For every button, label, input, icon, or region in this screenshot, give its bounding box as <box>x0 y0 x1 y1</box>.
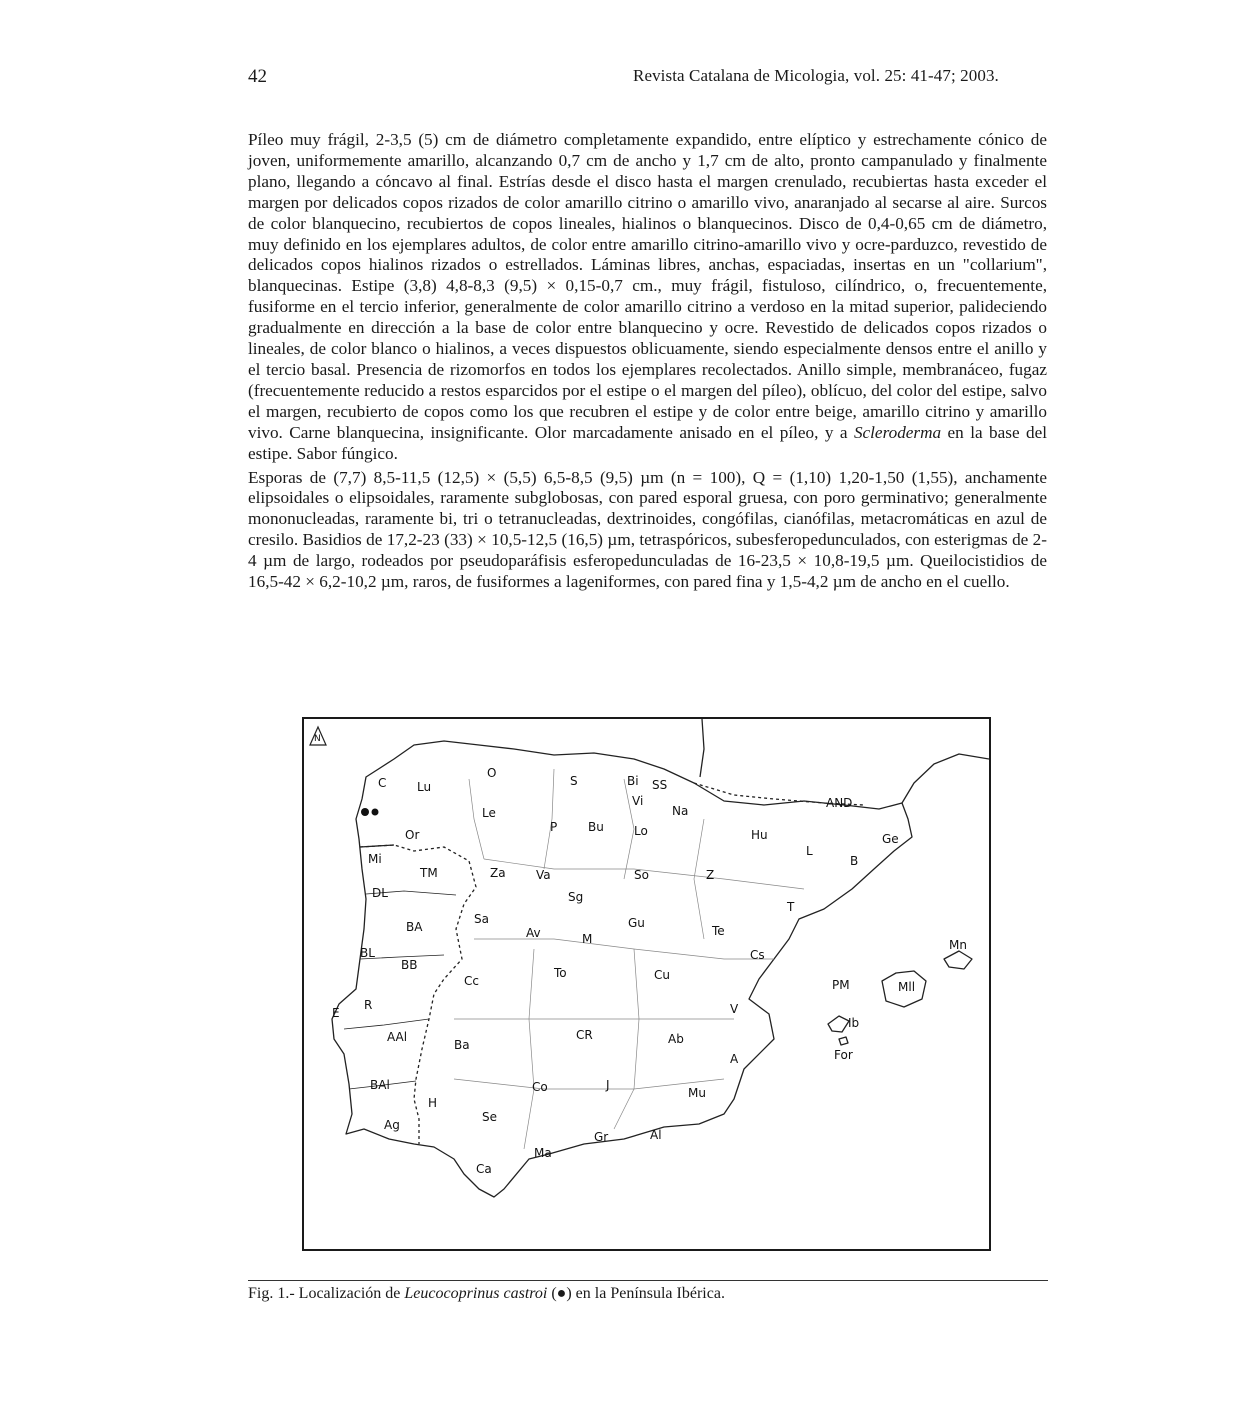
map-label-m: M <box>582 932 593 946</box>
map-label-j: J <box>606 1078 610 1092</box>
map-label-al: Al <box>650 1128 662 1142</box>
description-paragraph <box>248 130 1047 465</box>
map-label-mn: Mn <box>949 938 967 952</box>
map-label-bal: BAl <box>370 1078 390 1092</box>
map-label-h: H <box>428 1096 438 1110</box>
map-label-b: B <box>850 854 859 868</box>
map-label-to: To <box>554 966 567 980</box>
map-label-hu: Hu <box>751 828 768 842</box>
caption-divider <box>248 1280 1048 1281</box>
map-label-lu: Lu <box>417 780 432 794</box>
map-label-ss: SS <box>652 778 668 792</box>
map-label-pm: PM <box>832 978 850 992</box>
map-label-l: L <box>806 844 813 858</box>
map-label-p: P <box>550 820 558 834</box>
caption-prefix: Fig. 1.- Localización de <box>248 1285 405 1302</box>
map-label-sg: Sg <box>568 890 584 904</box>
genus-name: Scleroderma <box>853 422 942 442</box>
map-label-and: AND <box>826 796 853 810</box>
iberia-map-outline <box>304 719 989 1249</box>
map-label-for: For <box>834 1048 853 1062</box>
map-label-co: Co <box>532 1080 548 1094</box>
map-label-mll: Mll <box>898 980 916 994</box>
map-label-cu: Cu <box>654 968 670 982</box>
map-label-e: E <box>332 1006 340 1020</box>
map-label-za: Za <box>490 866 506 880</box>
map-label-ba-badajoz: Ba <box>454 1038 470 1052</box>
map-figure <box>302 717 991 1251</box>
body-text <box>248 130 1047 593</box>
location-dot <box>372 809 379 816</box>
map-label-t: T <box>787 900 795 914</box>
map-label-cs: Cs <box>750 948 765 962</box>
north-label: N <box>314 734 321 744</box>
map-label-dl: DL <box>372 886 388 900</box>
microscopy-paragraph: Esporas de (7,7) 8,5-11,5 (12,5) × (5,5) 6,5-8,5 (9,5) µm (n = 100), Q = (1,10) 1,20-1,50 (1,55), anchamente elipsoidales o elipsoidales, raramente subglobosas, con pared esporal gruesa, con poro germinativo; generalmente mononucleadas, raramente bi, tri o tetranucleadas, dextrinoides, congófilas, cianófilas, metacromáticas en azul de cresilo. Basidios de 17,2-23 (33) × 10,5-12,5 (16,5) µm, tetraspóricos, subesferopedunculados, con esterigmas de 2-4 µm de largo, rodeados por pseudoparáfisis esferopedunculadas de 16-23,5 × 10,8-19,5 µm. Queilocistidios de 16,5-42 × 6,2-10,2 µm, raros, de fusiformes a lageniformes, con pared fina y 1,5-4,2 µm de ancho en el cuello. <box>248 467 1047 592</box>
map-label-se: Se <box>482 1110 497 1124</box>
caption-suffix: (●) en la Península Ibérica. <box>547 1285 725 1302</box>
map-label-cc: Cc <box>464 974 479 988</box>
figure-caption <box>248 1285 725 1303</box>
map-label-z: Z <box>706 868 715 882</box>
paragraph-text: Píleo muy frágil, 2-3,5 (5) cm de diámetro completamente expandido, entre elíptico y estrechamente cónico de joven, uniformemente amarillo, alcanzando 0,7 cm de ancho y 1,7 cm de alto, pronto campanulado y finalmente plano, llegando a cóncavo al final. Estrías desde el disco hasta el margen crenulado, recubiertas hasta exceder el margen por delicados copos rizados de color amarillo citrino o amarillo vivo, anaranjado al secarse al aire. Surcos de color blanquecino, recubiertos de copos lineales, hialinos o blanquecinos. Disco de 0,4-0,65 cm de diámetro, muy definido en los ejemplares adultos, de color entre amarillo citrino-amarillo vivo y ocre-parduzco, revestido de delicados copos hialinos rizados o estrellados. Láminas libres, anchas, espaciadas, insertas en un "collarium", blanquecinas. Estipe (3,8) 4,8-8,3 (9,5) × 0,15-0,7 cm., muy frágil, fistuloso, cilíndrico, o, frecuentemente, fusiforme en el tercio inferior, generalmente de color amarillo citrino a verdoso en la mitad superior, palideciendo gradualmente en dirección a la base de color entre blanquecino y ocre. Revestido de delicados copos rizados o lineales, de color blanco o hialinos, a veces dispuestos oblicuamente, siendo especialmente densos entre el anillo y el tercio basal. Presencia de rizomorfos en todos los ejemplares recolectados. Anillo simple, membranáceo, fugaz (frecuentemente reducido a restos esparcidos por el estipe o el margen del píleo), oblícuo, del color del estipe, salvo el margen, recubierto de copos como los que recubren el estipe y de color entre beige, amarillo citrino y amarillo vivo. Carne blanquecina, insignificante. Olor marcadamente anisado en el píleo, y a <box>248 130 1047 442</box>
map-label-vi: Vi <box>632 794 644 808</box>
map-label-na: Na <box>672 804 689 818</box>
location-dot <box>361 808 369 816</box>
map-label-s: S <box>570 774 578 788</box>
map-label-va: Va <box>536 868 551 882</box>
map-label-bu: Bu <box>588 820 604 834</box>
map-label-ib: Ib <box>848 1016 860 1030</box>
map-label-tm: TM <box>420 866 438 880</box>
caption-species: Leucocoprinus castroi <box>404 1285 548 1302</box>
page-number: 42 <box>248 66 267 87</box>
map-label-te: Te <box>712 924 725 938</box>
map-label-bb: BB <box>401 958 418 972</box>
map-label-ab: Ab <box>668 1032 684 1046</box>
map-label-gr: Gr <box>594 1130 609 1144</box>
map-label-a: A <box>730 1052 739 1066</box>
map-label-bl: BL <box>360 946 375 960</box>
map-label-c: C <box>378 776 387 790</box>
map-label-mu: Mu <box>688 1086 706 1100</box>
running-header: Revista Catalana de Micologia, vol. 25: 41-47; 2003. <box>633 66 999 85</box>
map-label-so: So <box>634 868 649 882</box>
map-label-aal: AAl <box>387 1030 408 1044</box>
paragraph-text-end: en la base del estipe. Sabor fúngico. <box>248 422 1047 463</box>
map-label-o: O <box>487 766 497 780</box>
map-label-r: R <box>364 998 373 1012</box>
map-label-ag: Ag <box>384 1118 400 1132</box>
map-label-lo: Lo <box>634 824 648 838</box>
map-label-or: Or <box>405 828 420 842</box>
map-label-ma: Ma <box>534 1146 552 1160</box>
map-label-v: V <box>730 1002 739 1016</box>
map-label-ge: Ge <box>882 832 899 846</box>
map-label-ba-braga: BA <box>406 920 423 934</box>
map-label-ca: Ca <box>476 1162 492 1176</box>
map-label-le: Le <box>482 806 496 820</box>
map-label-mi: Mi <box>368 852 382 866</box>
map-label-bi: Bi <box>627 774 639 788</box>
map-label-sa: Sa <box>474 912 489 926</box>
map-label-gu: Gu <box>628 916 645 930</box>
map-label-cr: CR <box>576 1028 593 1042</box>
map-label-av: Av <box>526 926 541 940</box>
